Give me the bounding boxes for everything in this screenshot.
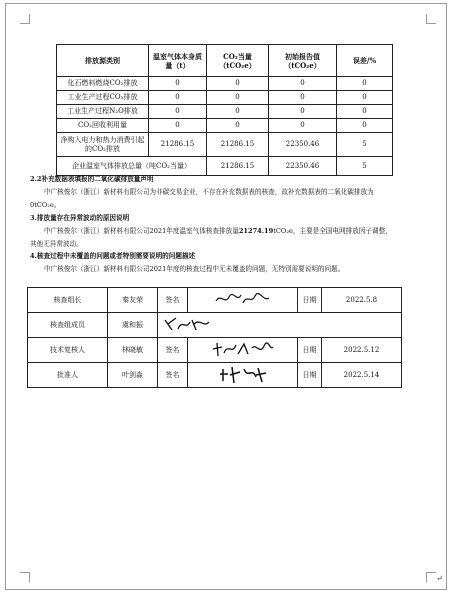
- sign-label: 签名: [158, 338, 188, 363]
- header-ghg-mass: 温室气体本身质量（t）: [149, 45, 207, 77]
- section-body: 中广核俊尔（浙江）新材料有限公司为非碳交易企业，不存在补充数据表的核查，故补充数据表的二氧化碳排放为0tCO₂e。: [30, 188, 374, 209]
- sign-date: 2022.5.8: [322, 288, 402, 313]
- crop-mark-top-right: [426, 14, 436, 24]
- cell-mass: 21286.15: [149, 133, 207, 157]
- emission-value: 21274.19: [238, 227, 274, 235]
- table-row: [57, 77, 393, 91]
- signoff-row-lead: [28, 288, 402, 313]
- cell-error: 0: [337, 119, 393, 133]
- signature-scribble: [213, 289, 273, 309]
- person-name: 秦友荣: [108, 288, 158, 313]
- cell-total-co2e: 21286.15: [207, 157, 269, 176]
- cell-co2e: 0: [207, 77, 269, 91]
- signature-scribble: [210, 339, 276, 359]
- date-label: 日期: [298, 338, 322, 363]
- signature-scribble: [162, 314, 212, 334]
- handwritten-signature: [188, 363, 298, 388]
- header-source-category: 排放源类别: [57, 45, 149, 77]
- header-error-percent: 误差/%: [337, 45, 393, 77]
- table-row: [57, 119, 393, 133]
- cell-source: 工业生产过程CO₂排放: [57, 91, 149, 105]
- cell-co2e: 21286.15: [207, 133, 269, 157]
- role-label: 批准人: [28, 363, 108, 388]
- section-heading: 4.核查过程中未覆盖的问题或者特别需要说明的问题描述: [30, 252, 196, 260]
- cell-initial: 0: [269, 77, 337, 91]
- person-name: 林晓敏: [108, 338, 158, 363]
- handwritten-signature: [158, 313, 402, 338]
- signoff-row-member: [28, 313, 402, 338]
- crop-mark-top-left: [20, 14, 30, 24]
- section-heading: 3.排放量存在异常波动的原因说明: [30, 214, 130, 222]
- cell-co2e: 0: [207, 105, 269, 119]
- signature-scribble: [218, 363, 268, 385]
- sign-date: 2022.5.14: [322, 363, 402, 388]
- cell-error: 5: [337, 133, 393, 157]
- signoff-row-approver: [28, 363, 402, 388]
- date-label: 日期: [298, 288, 322, 313]
- cell-total-error: 5: [337, 157, 393, 176]
- header-initial-report-value: 初始报告值（tCO₂e）: [269, 45, 337, 77]
- cell-initial: 0: [269, 119, 337, 133]
- cell-source: 工业生产过程N₂O排放: [57, 105, 149, 119]
- signoff-row-reviewer: [28, 338, 402, 363]
- table-row: [57, 133, 393, 157]
- cell-mass: 0: [149, 91, 207, 105]
- crop-mark-bottom-left: [20, 572, 30, 582]
- handwritten-signature: [188, 338, 298, 363]
- body-text: 中广核俊尔（浙江）新材料有限公司2021年度温室气体核查排放量: [44, 227, 239, 235]
- handwritten-signature: [188, 288, 298, 313]
- role-label: 技术复核人: [28, 338, 108, 363]
- section-heading: 2.2补充数据表填报的二氧化碳排放量声明: [30, 175, 154, 183]
- cell-co2e: 0: [207, 91, 269, 105]
- crop-mark-bottom-right: [426, 572, 436, 582]
- cell-total-label: 企业温室气体排放总量（吨CO₂当量）: [57, 157, 207, 176]
- cell-initial: 0: [269, 91, 337, 105]
- cell-mass: 0: [149, 77, 207, 91]
- emissions-table: [56, 44, 393, 176]
- table-row: [57, 91, 393, 105]
- sign-date: 2022.5.12: [322, 338, 402, 363]
- person-name: 虞和振: [108, 313, 158, 338]
- cell-error: 0: [337, 105, 393, 119]
- body-text: tCO₂e，主要是全国电网排放因子调整，其他无异常波动。: [30, 227, 392, 248]
- section-body: [30, 225, 396, 251]
- section-abnormal-fluctuation: [30, 212, 396, 251]
- cell-error: 0: [337, 77, 393, 91]
- cell-error: 0: [337, 91, 393, 105]
- cell-initial: 0: [269, 105, 337, 119]
- paragraph-mark-icon: ↵: [436, 574, 443, 583]
- role-label: 核查组长: [28, 288, 108, 313]
- sign-label: 签名: [158, 288, 188, 313]
- cell-source: 化石燃料燃烧CO₂排放: [57, 77, 149, 91]
- table-row: [57, 105, 393, 119]
- table-header-row: [57, 45, 393, 77]
- cell-total-initial: 22350.46: [269, 157, 337, 176]
- cell-source: CO₂回收利用量: [57, 119, 149, 133]
- date-label: 日期: [298, 363, 322, 388]
- cell-mass: 0: [149, 119, 207, 133]
- sign-label: 签名: [158, 363, 188, 388]
- section-body: 中广核俊尔（浙江）新材料有限公司2021年度的核查过程中无未覆盖的问题，无特别需要说明的问题。: [44, 265, 345, 273]
- header-co2-equivalent: CO₂当量（tCO₂e）: [207, 45, 269, 77]
- cell-co2e: 0: [207, 119, 269, 133]
- cell-mass: 0: [149, 105, 207, 119]
- section-uncovered-issues: [30, 250, 396, 276]
- person-name: 叶剑淼: [108, 363, 158, 388]
- cell-initial: 22350.46: [269, 133, 337, 157]
- cell-source: 净购入电力和热力消费引起的CO₂排放: [57, 133, 149, 157]
- role-label: 核查组成员: [28, 313, 108, 338]
- signoff-table: [27, 287, 402, 388]
- section-supplementary-data: [30, 173, 396, 212]
